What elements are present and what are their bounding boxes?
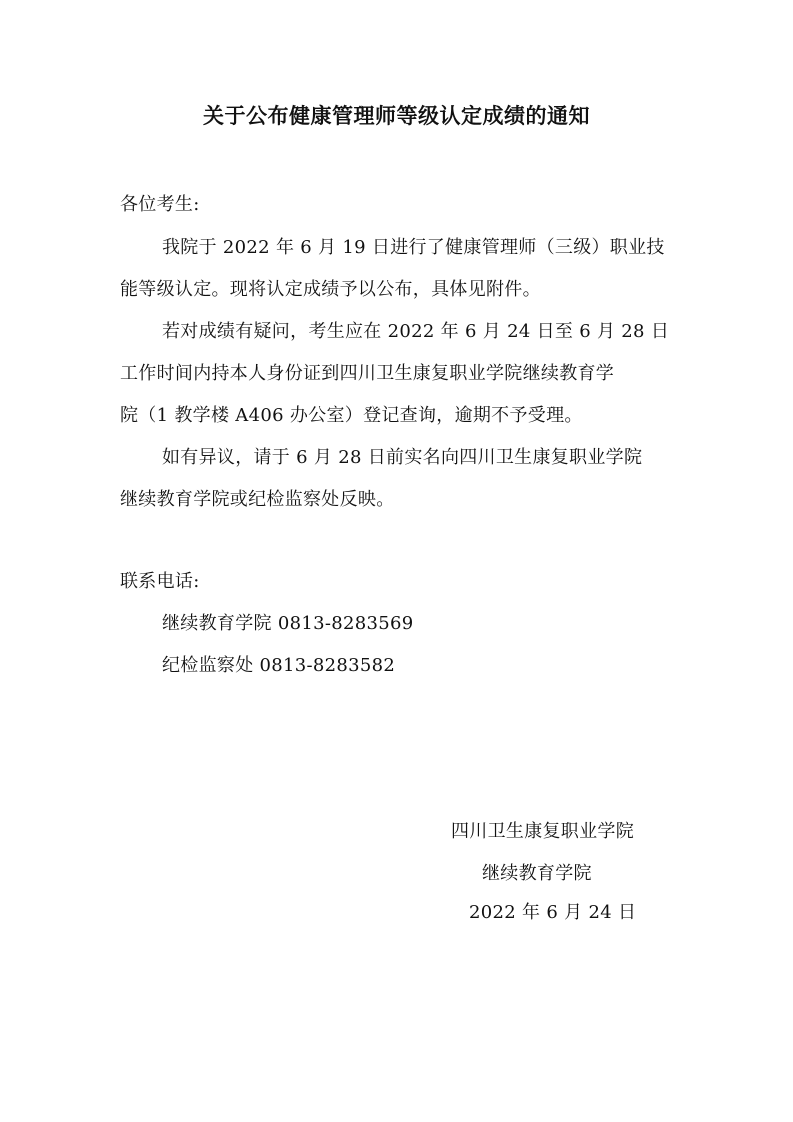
paragraph-3-line-2: 继续教育学院或纪检监察处反映。 [120, 489, 395, 510]
contact-label: 联系电话: [120, 571, 200, 592]
paragraph-2-line-1: 若对成绩有疑问，考生应在 2022 年 6 月 24 日至 6 月 28 日 [162, 321, 670, 342]
salutation: 各位考生: [120, 194, 200, 215]
signature-organization: 四川卫生康复职业学院 [451, 821, 634, 842]
page-title: 关于公布健康管理师等级认定成绩的通知 [203, 104, 590, 128]
paragraph-1-line-2: 能等级认定。现将认定成绩予以公布，具体见附件。 [120, 279, 541, 300]
contact-entry-discipline-office: 纪检监察处 0813-8283582 [162, 655, 396, 676]
contact-entry-continuing-education: 继续教育学院 0813-8283569 [162, 613, 414, 634]
paragraph-2-line-3: 院（1 教学楼 A406 办公室）登记查询，逾期不予受理。 [120, 405, 583, 426]
signature-date: 2022 年 6 月 24 日 [469, 902, 637, 923]
signature-department: 继续教育学院 [482, 863, 592, 884]
paragraph-2-line-2: 工作时间内持本人身份证到四川卫生康复职业学院继续教育学 [120, 363, 615, 384]
paragraph-1-line-1: 我院于 2022 年 6 月 19 日进行了健康管理师（三级）职业技 [162, 237, 665, 258]
paragraph-3-line-1: 如有异议，请于 6 月 28 日前实名向四川卫生康复职业学院 [162, 447, 643, 468]
